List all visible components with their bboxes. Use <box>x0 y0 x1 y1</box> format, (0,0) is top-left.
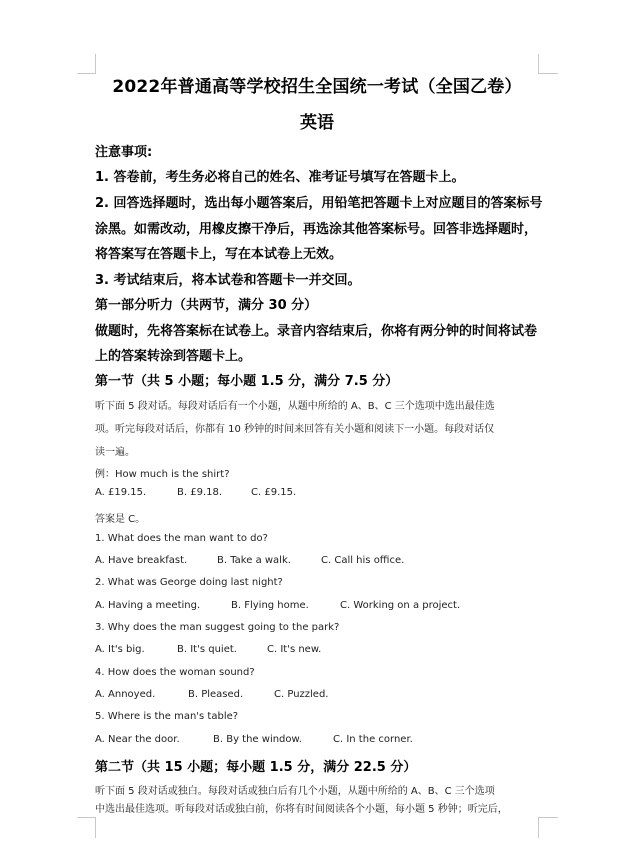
example-answer: 答案是 C。 <box>95 514 146 525</box>
example-option-a: A. £19.15. <box>95 487 147 498</box>
exam-subject: 英语 <box>300 113 334 133</box>
notice-item-2: 2. 回答选择题时，选出每小题答案后，用铅笔把答题卡上对应题目的答案标号 <box>95 196 543 211</box>
question-3-option-c: C. It's new. <box>267 644 322 655</box>
section1-instruction: 读一遍。 <box>95 447 135 458</box>
question-2-option-a: A. Having a meeting. <box>95 600 201 611</box>
section2-instruction: 听下面 5 段对话或独白。每段对话或独白后有几个小题，从题中所给的 A、B、C 三个选项 <box>95 786 495 797</box>
notice-item-3: 3. 考试结束后，将本试卷和答题卡一并交回。 <box>95 273 361 288</box>
question-4-option-a: A. Annoyed. <box>95 689 156 700</box>
question-2: 2. What was George doing last night? <box>95 577 283 588</box>
section2-instruction: 中选出最佳选项。听每段对话或独白前，你将有时间阅读各个小题，每小题 5 秒钟；听完后， <box>95 804 508 815</box>
question-1-option-c: C. Call his office. <box>321 555 405 566</box>
question-3: 3. Why does the man suggest going to the park? <box>95 622 340 633</box>
crop-mark-top-right <box>538 54 558 74</box>
part1-heading: 第一部分听力（共两节，满分 30 分） <box>95 298 318 313</box>
question-4-option-c: C. Puzzled. <box>274 689 329 700</box>
section1-heading: 第一节（共 5 小题；每小题 1.5 分，满分 7.5 分） <box>95 374 399 389</box>
notice-item-2-cont: 涂黑。如需改动，用橡皮擦干净后，再选涂其他答案标号。回答非选择题时， <box>95 222 538 237</box>
notice-heading: 注意事项: <box>95 145 153 160</box>
question-3-option-a: A. It's big. <box>95 644 145 655</box>
crop-mark-bottom-left <box>77 817 96 838</box>
notice-item-2-cont: 将答案写在答题卡上，写在本试卷上无效。 <box>95 247 343 262</box>
crop-mark-top-left <box>77 54 96 74</box>
question-4: 4. How does the woman sound? <box>95 667 255 678</box>
question-3-option-b: B. It's quiet. <box>177 644 237 655</box>
section1-instruction: 听下面 5 段对话。每段对话后有一个小题，从题中所给的 A、B、C 三个选项中选出最佳选 <box>95 401 495 412</box>
section1-instruction: 项。听完每段对话后，你都有 10 秒钟的时间来回答有关小题和阅读下一小题。每段对话仅 <box>95 424 495 435</box>
notice-item-1: 1. 答卷前，考生务必将自己的姓名、准考证号填写在答题卡上。 <box>95 170 465 185</box>
question-2-option-c: C. Working on a project. <box>340 600 461 611</box>
question-5-option-c: C. In the corner. <box>333 734 413 745</box>
question-5-option-a: A. Near the door. <box>95 734 180 745</box>
question-4-option-b: B. Pleased. <box>188 689 244 700</box>
question-5-option-b: B. By the window. <box>213 734 302 745</box>
example-option-b: B. £9.18. <box>177 487 223 498</box>
question-1-option-b: B. Take a walk. <box>217 555 291 566</box>
example-option-c: C. £9.15. <box>251 487 297 498</box>
example-question: 例：How much is the shirt? <box>95 469 230 480</box>
question-1-option-a: A. Have breakfast. <box>95 555 188 566</box>
question-5: 5. Where is the man's table? <box>95 711 239 722</box>
question-2-option-b: B. Flying home. <box>231 600 309 611</box>
question-1: 1. What does the man want to do? <box>95 533 268 544</box>
crop-mark-bottom-right <box>538 817 558 838</box>
exam-title: 2022年普通高等学校招生全国统一考试（全国乙卷） <box>112 77 522 97</box>
part1-instruction: 上的答案转涂到答题卡上。 <box>95 349 252 364</box>
section2-heading: 第二节（共 15 小题；每小题 1.5 分，满分 22.5 分） <box>95 760 417 775</box>
part1-instruction: 做题时，先将答案标在试卷上。录音内容结束后，你将有两分钟的时间将试卷 <box>95 324 538 339</box>
